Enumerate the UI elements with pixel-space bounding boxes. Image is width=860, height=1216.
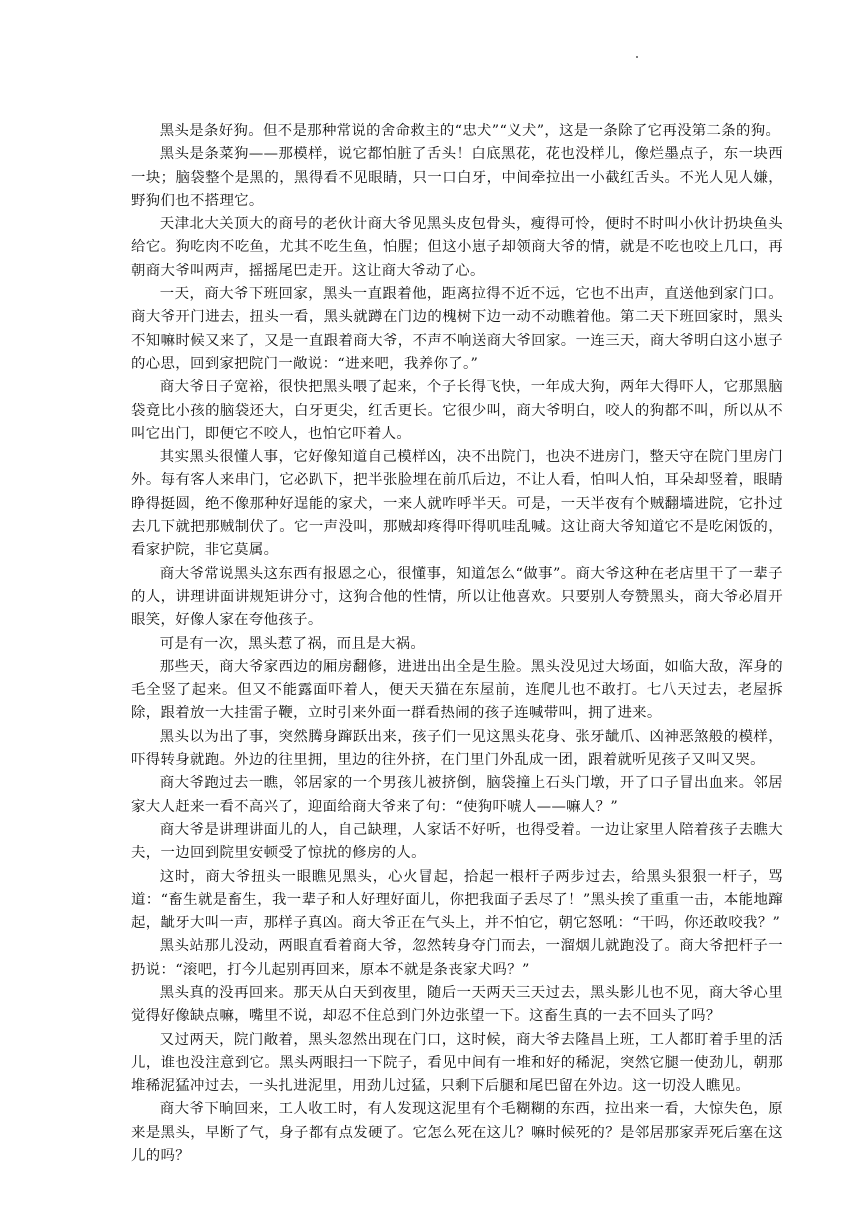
document-body bbox=[131, 120, 783, 1168]
paragraph: 商大爷是讲理讲面儿的人，自己缺理，人家话不好听，也得受着。一边让家里人陪着孩子去瞧大夫，一边回到院里安顿受了惊扰的修房的人。 bbox=[131, 821, 783, 862]
paragraph: 那些天，商大爷家西边的厢房翻修，进进出出全是生脸。黑头没见过大场面，如临大敌，浑身的毛全竖了起来。但又不能露面吓着人，便天天猫在东屋前，连爬儿也不敢打。七八天过去，老屋拆除，跟着放一大挂雷子鞭，立时引来外面一群看热闹的孩子连喊带叫，拥了进来。 bbox=[131, 658, 783, 722]
paragraph: 商大爷日子宽裕，很快把黑头喂了起来，个子长得飞快，一年成大狗，两年大得吓人，它那黑脑袋竟比小孩的脑袋还大，白牙更尖，红舌更长。它很少叫，商大爷明白，咬人的狗都不叫，所以从不叫它出门，即便它不咬人，也怕它吓着人。 bbox=[131, 379, 783, 442]
paragraph: 又过两天，院门敞着，黑头忽然出现在门口，这时候，商大爷去隆昌上班，工人都盯着手里的活儿，谁也没注意到它。黑头两眼扫一下院子，看见中间有一堆和好的稀泥，突然它腿一使劲儿，朝那堆稀泥猛冲过去，一头扎进泥里，用劲儿过猛，只剩下后腿和尾巴留在外边。这一切没人瞧见。 bbox=[131, 1031, 783, 1095]
paragraph: 商大爷跑过去一瞧，邻居家的一个男孩儿被挤倒，脑袋撞上石头门墩，开了口子冒出血来。邻居家大人赶来一看不高兴了，迎面给商大爷来了句：“使狗吓唬人——嘛人？” bbox=[131, 775, 783, 815]
paragraph: 黑头是条菜狗——那模样，说它都怕脏了舌头！白底黑花，花也没样儿，像烂墨点子，东一块西一块；脑袋整个是黑的，黑得看不见眼睛，只一口白牙，中间牵拉出一小截红舌头。不光人见人嫌，野狗们也不搭理它。 bbox=[131, 146, 783, 209]
paragraph: 天津北大关顶大的商号的老伙计商大爷见黑头皮包骨头，瘦得可怜，便时不时叫小伙计扔块鱼头给它。狗吃肉不吃鱼，尤其不吃生鱼，怕腥；但这小崽子却领商大爷的情，就是不吃也咬上几口，再朝商大爷叫两声，摇摇尾巴走开。这让商大爷动了心。 bbox=[131, 216, 783, 279]
paragraph: 其实黑头很懂人事，它好像知道自己模样凶，决不出院门，也决不进房门，整天守在院门里房门外。每有客人来串门，它必趴下，把半张脸埋在前爪后边，不让人看，怕叫人怕，耳朵却竖着，眼睛睁得挺圆，绝不像那种好逞能的家犬，一来人就咋呼半天。可是，一天半夜有个贼翻墙进院，它扑过去几下就把那贼制伏了。它一声没叫，那贼却疼得吓得叽哇乱喊。这让商大爷知道它不是吃闲饭的，看家护院，非它莫属。 bbox=[131, 449, 783, 559]
paragraph: 这时，商大爷扭头一眼瞧见黑头，心火冒起，拾起一根杆子两步过去，给黑头狠狠一杆子，骂道：“畜生就是畜生，我一辈子和人好理好面儿，你把我面子丢尽了！”黑头挨了重重一击，本能地蹿起，龇牙大叫一声，那样子真凶。商大爷正在气头上，并不怕它，朝它怒吼：“干吗，你还敢咬我？” bbox=[131, 868, 783, 932]
paragraph: 黑头站那儿没动，两眼直看着商大爷，忽然转身夺门而去，一溜烟儿就跑没了。商大爷把杆子一扔说：“滚吧，打今儿起别再回来，原本不就是条丧家犬吗？” bbox=[131, 938, 783, 978]
paragraph: 商大爷下晌回来，工人收工时，有人发现这泥里有个毛糊糊的东西，拉出来一看，大惊失色，原来是黑头，早断了气，身子都有点发硬了。它怎么死在这儿？嘛时候死的？是邻居那家弄死后塞在这儿的吗？ bbox=[131, 1101, 783, 1165]
page-mark-dot bbox=[636, 56, 638, 58]
paragraph: 商大爷常说黑头这东西有报恩之心，很懂事，知道怎么“做事”。商大爷这种在老店里干了一辈子的人，讲理讲面讲规矩讲分寸，这狗合他的性情，所以让他喜欢。只要别人夸赞黑头，商大爷必眉开眼笑，好像人家在夸他孩子。 bbox=[131, 565, 783, 629]
paragraph: 一天，商大爷下班回家，黑头一直跟着他，距离拉得不近不远，它也不出声，直送他到家门口。商大爷开门进去，扭头一看，黑头就蹲在门边的槐树下边一动不动瞧着他。第二天下班回家时，黑头不知嘛时候又来了，又是一直跟着商大爷，不声不响送商大爷回家。一连三天，商大爷明白这小崽子的心思，回到家把院门一敞说：“进来吧，我养你了。” bbox=[131, 286, 783, 372]
paragraph: 黑头是条好狗。但不是那种常说的舍命救主的“忠犬”“义犬”，这是一条除了它再没第二条的狗。 bbox=[159, 123, 781, 139]
paragraph: 黑头以为出了事，突然腾身蹿跃出来，孩子们一见这黑头花身、张牙龇爪、凶神恶煞般的模样，吓得转身就跑。外边的往里拥，里边的往外挤，在门里门外乱成一团，跟着就听见孩子又叫又哭。 bbox=[131, 728, 783, 769]
paragraph: 可是有一次，黑头惹了祸，而且是大祸。 bbox=[159, 635, 426, 652]
paragraph: 黑头真的没再回来。那天从白天到夜里，随后一天两天三天过去，黑头影儿也不见，商大爷心里觉得好像缺点嘛，嘴里不说，却忍不住总到门外边张望一下。这畜生真的一去不回头了吗？ bbox=[131, 984, 783, 1025]
